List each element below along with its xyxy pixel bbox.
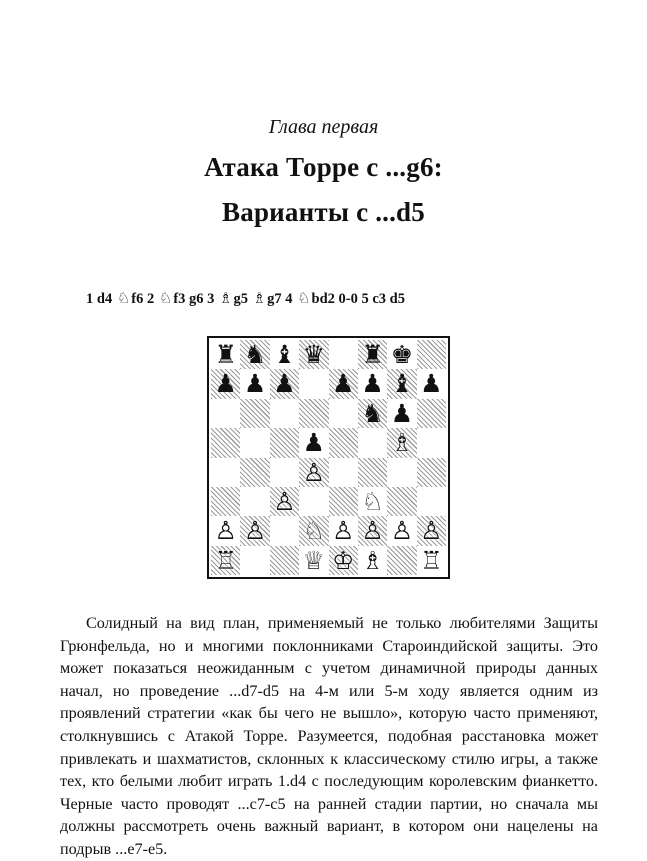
black-pawn-icon: ♟: [214, 369, 237, 399]
board-square-e3: [329, 487, 358, 516]
white-pawn-icon: ♙: [420, 516, 443, 546]
white-knight-icon: ♘: [302, 516, 326, 546]
white-rook-icon: ♖: [420, 545, 443, 575]
figurine-icon: ♘: [297, 291, 311, 307]
board-square-e5: [329, 428, 358, 457]
board-square-b1: [240, 546, 269, 575]
black-bishop-icon: ♝: [390, 369, 414, 399]
board-square-e6: [329, 399, 358, 428]
board-square-d3: [299, 487, 328, 516]
board-square-g4: [387, 458, 416, 487]
white-pawn-icon: ♙: [243, 516, 267, 546]
board-square-f4: [358, 458, 387, 487]
board-square-g3: [387, 487, 416, 516]
black-pawn-icon: ♟: [420, 369, 443, 399]
board-square-b5: [240, 428, 269, 457]
figurine-icon: ♘: [158, 291, 173, 307]
board-square-b3: [240, 487, 269, 516]
board-square-c1: [270, 546, 299, 575]
chess-board: [211, 340, 446, 575]
black-bishop-icon: ♝: [273, 340, 296, 369]
move-text: f6 2: [131, 291, 158, 307]
move-text: f3 g6 3: [173, 291, 219, 307]
white-rook-icon: ♖: [214, 545, 237, 575]
board-square-h3: [417, 487, 446, 516]
black-rook-icon: ♜: [214, 340, 237, 369]
board-square-h6: [417, 399, 446, 428]
black-knight-icon: ♞: [243, 340, 267, 369]
board-square-e8: [329, 340, 358, 369]
black-king-icon: ♚: [390, 340, 414, 369]
paragraph: Солидный на вид план, применяемый не только любителями Защиты Грюнфельда, но и многими поклонниками Староиндийской защиты. Это может показаться неожиданным с учетом динамичной природы данных начал, но проведение ...d7-d5 на 4-м или 5-м ходу является одним из проявлений стратегии «как бы чего не вышло», которую часто применяют, столкнувшись с Атакой Торре. Разумеется, подобная расстановка может привлекать и шахматистов, склонных к классическому стилю игры, а также тех, кто белыми любит играть 1.d4 с последующим королевским фианкетто. Черные часто проводят ...c7-c5 на ранней стадии партии, но сначала мы должны рассмотреть очень важный вариант, в котором они нацелены на подрыв ...e7-e5.: [60, 614, 598, 858]
board-square-f5: [358, 428, 387, 457]
white-pawn-icon: ♙: [302, 457, 326, 487]
board-square-b4: [240, 458, 269, 487]
board-square-c5: [270, 428, 299, 457]
board-square-h4: [417, 458, 446, 487]
black-queen-icon: ♛: [302, 340, 326, 369]
board-square-e4: [329, 458, 358, 487]
black-pawn-icon: ♟: [361, 369, 384, 399]
white-bishop-icon: ♗: [361, 545, 384, 575]
board-square-c4: [270, 458, 299, 487]
figurine-icon: ♗: [252, 291, 267, 307]
board-square-a3: [211, 487, 240, 516]
chapter-title-line-2: Варианты с ...d5: [222, 197, 425, 227]
figurine-icon: ♘: [116, 291, 131, 307]
board-square-h8: [417, 340, 446, 369]
body-text: [60, 612, 598, 861]
white-bishop-icon: ♗: [390, 428, 414, 458]
move-text: g7 4: [267, 291, 297, 307]
chess-diagram: [207, 336, 450, 579]
white-pawn-icon: ♙: [361, 516, 384, 546]
white-pawn-icon: ♙: [214, 516, 237, 546]
black-rook-icon: ♜: [361, 340, 384, 369]
black-pawn-icon: ♟: [273, 369, 296, 399]
move-text: bd2 0-0 5 c3 d5: [311, 291, 405, 307]
white-king-icon: ♔: [331, 545, 355, 575]
move-text: 1 d4: [86, 291, 116, 307]
white-knight-icon: ♘: [361, 486, 384, 516]
white-pawn-icon: ♙: [390, 516, 414, 546]
board-square-g1: [387, 546, 416, 575]
black-pawn-icon: ♟: [331, 369, 355, 399]
white-pawn-icon: ♙: [273, 486, 296, 516]
board-square-c6: [270, 399, 299, 428]
black-pawn-icon: ♟: [302, 428, 326, 458]
black-pawn-icon: ♟: [243, 369, 267, 399]
board-square-b6: [240, 399, 269, 428]
board-square-d6: [299, 399, 328, 428]
white-pawn-icon: ♙: [331, 516, 355, 546]
board-square-a6: [211, 399, 240, 428]
board-square-c2: [270, 516, 299, 545]
board-square-a5: [211, 428, 240, 457]
chapter-heading: Глава первая: [268, 116, 379, 138]
opening-moves: [86, 289, 405, 308]
board-square-a4: [211, 458, 240, 487]
move-text: g5: [233, 291, 252, 307]
board-square-h5: [417, 428, 446, 457]
board-square-d7: [299, 369, 328, 398]
chapter-title-line-1: Атака Торре с ...g6:: [204, 152, 443, 182]
black-pawn-icon: ♟: [390, 398, 414, 428]
figurine-icon: ♗: [219, 291, 233, 307]
white-queen-icon: ♕: [302, 545, 326, 575]
black-knight-icon: ♞: [361, 398, 384, 428]
